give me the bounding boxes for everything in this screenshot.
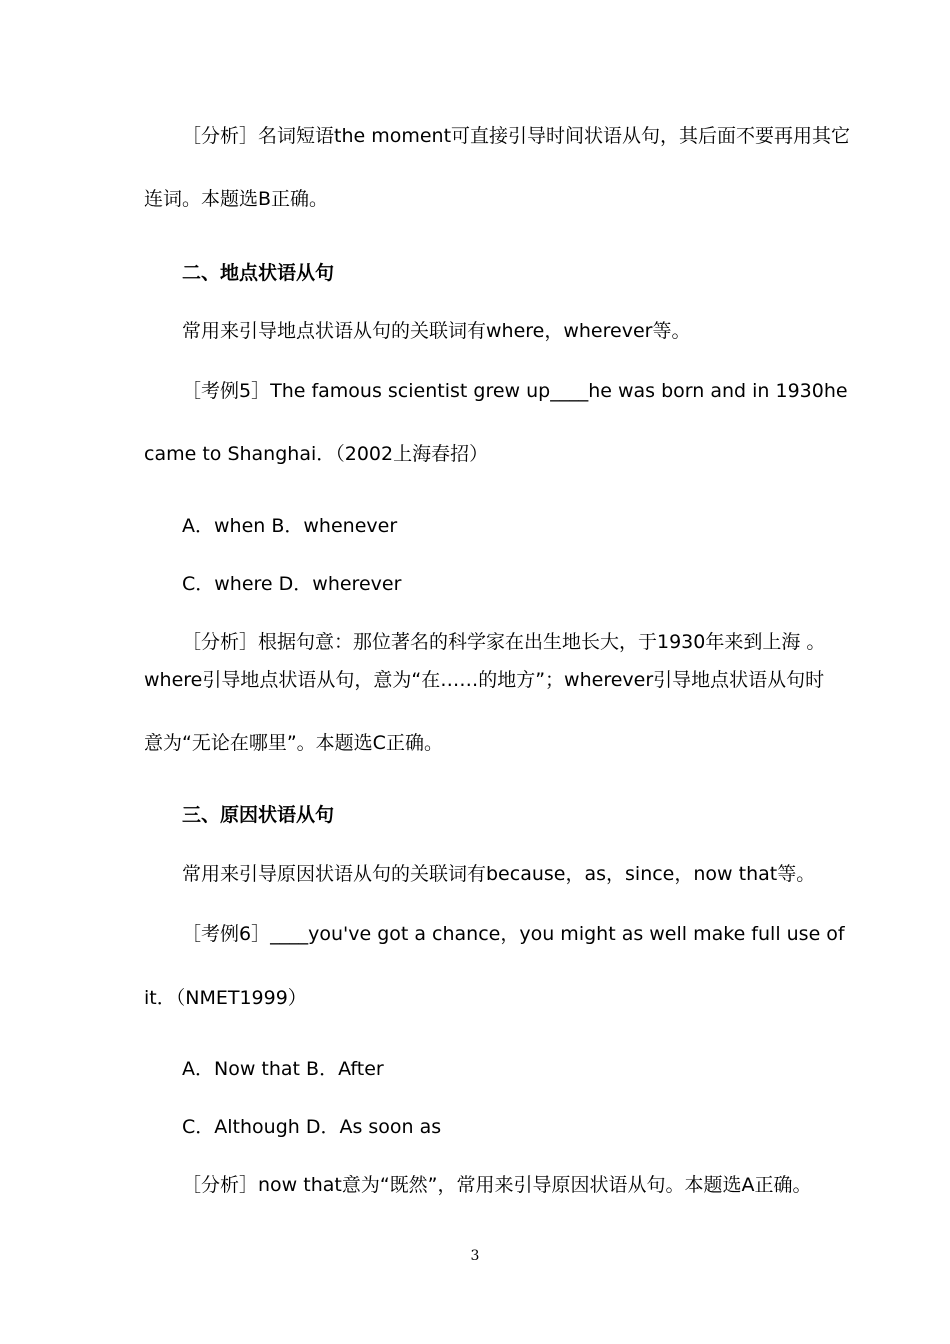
answer-options-line: A．when B．whenever bbox=[182, 515, 398, 537]
section-heading: 三、原因状语从句 bbox=[182, 804, 335, 826]
page-number: 3 bbox=[470, 1248, 480, 1264]
analysis-paragraph-line: ［分析］now that意为“既然”，常用来引导原因状语从句。本题选A正确。 bbox=[182, 1174, 812, 1196]
analysis-paragraph-line: ［分析］根据句意：那位著名的科学家在出生地长大，于1930年来到上海 。 bbox=[182, 631, 826, 653]
analysis-paragraph-line: ［分析］名词短语the moment可直接引导时间状语从句，其后面不要再用其它 bbox=[182, 125, 851, 147]
analysis-paragraph-line: 连词。本题选B正确。 bbox=[144, 188, 329, 210]
body-paragraph-line: 常用来引导原因状语从句的关联词有because，as，since，now that等。 bbox=[182, 863, 816, 885]
body-paragraph-line: 常用来引导地点状语从句的关联词有where，wherever等。 bbox=[182, 320, 691, 342]
example-question-line: ［考例5］The famous scientist grew up____he was born and in 1930he bbox=[182, 380, 848, 402]
example-question-line: ［考例6］____you've got a chance，you might as well make full use of bbox=[182, 923, 845, 945]
answer-options-line: C．where D．wherever bbox=[182, 573, 402, 595]
answer-options-line: C．Although D．As soon as bbox=[182, 1116, 442, 1138]
example-question-line: came to Shanghai．（2002上海春招） bbox=[144, 443, 489, 465]
answer-options-line: A．Now that B．After bbox=[182, 1058, 384, 1080]
analysis-paragraph-line: where引导地点状语从句，意为“在……的地方”；wherever引导地点状语从句时 bbox=[144, 669, 825, 691]
section-heading: 二、地点状语从句 bbox=[182, 262, 335, 284]
analysis-paragraph-line: 意为“无论在哪里”。本题选C正确。 bbox=[144, 732, 443, 754]
example-question-line: it．（NMET1999） bbox=[144, 987, 307, 1009]
